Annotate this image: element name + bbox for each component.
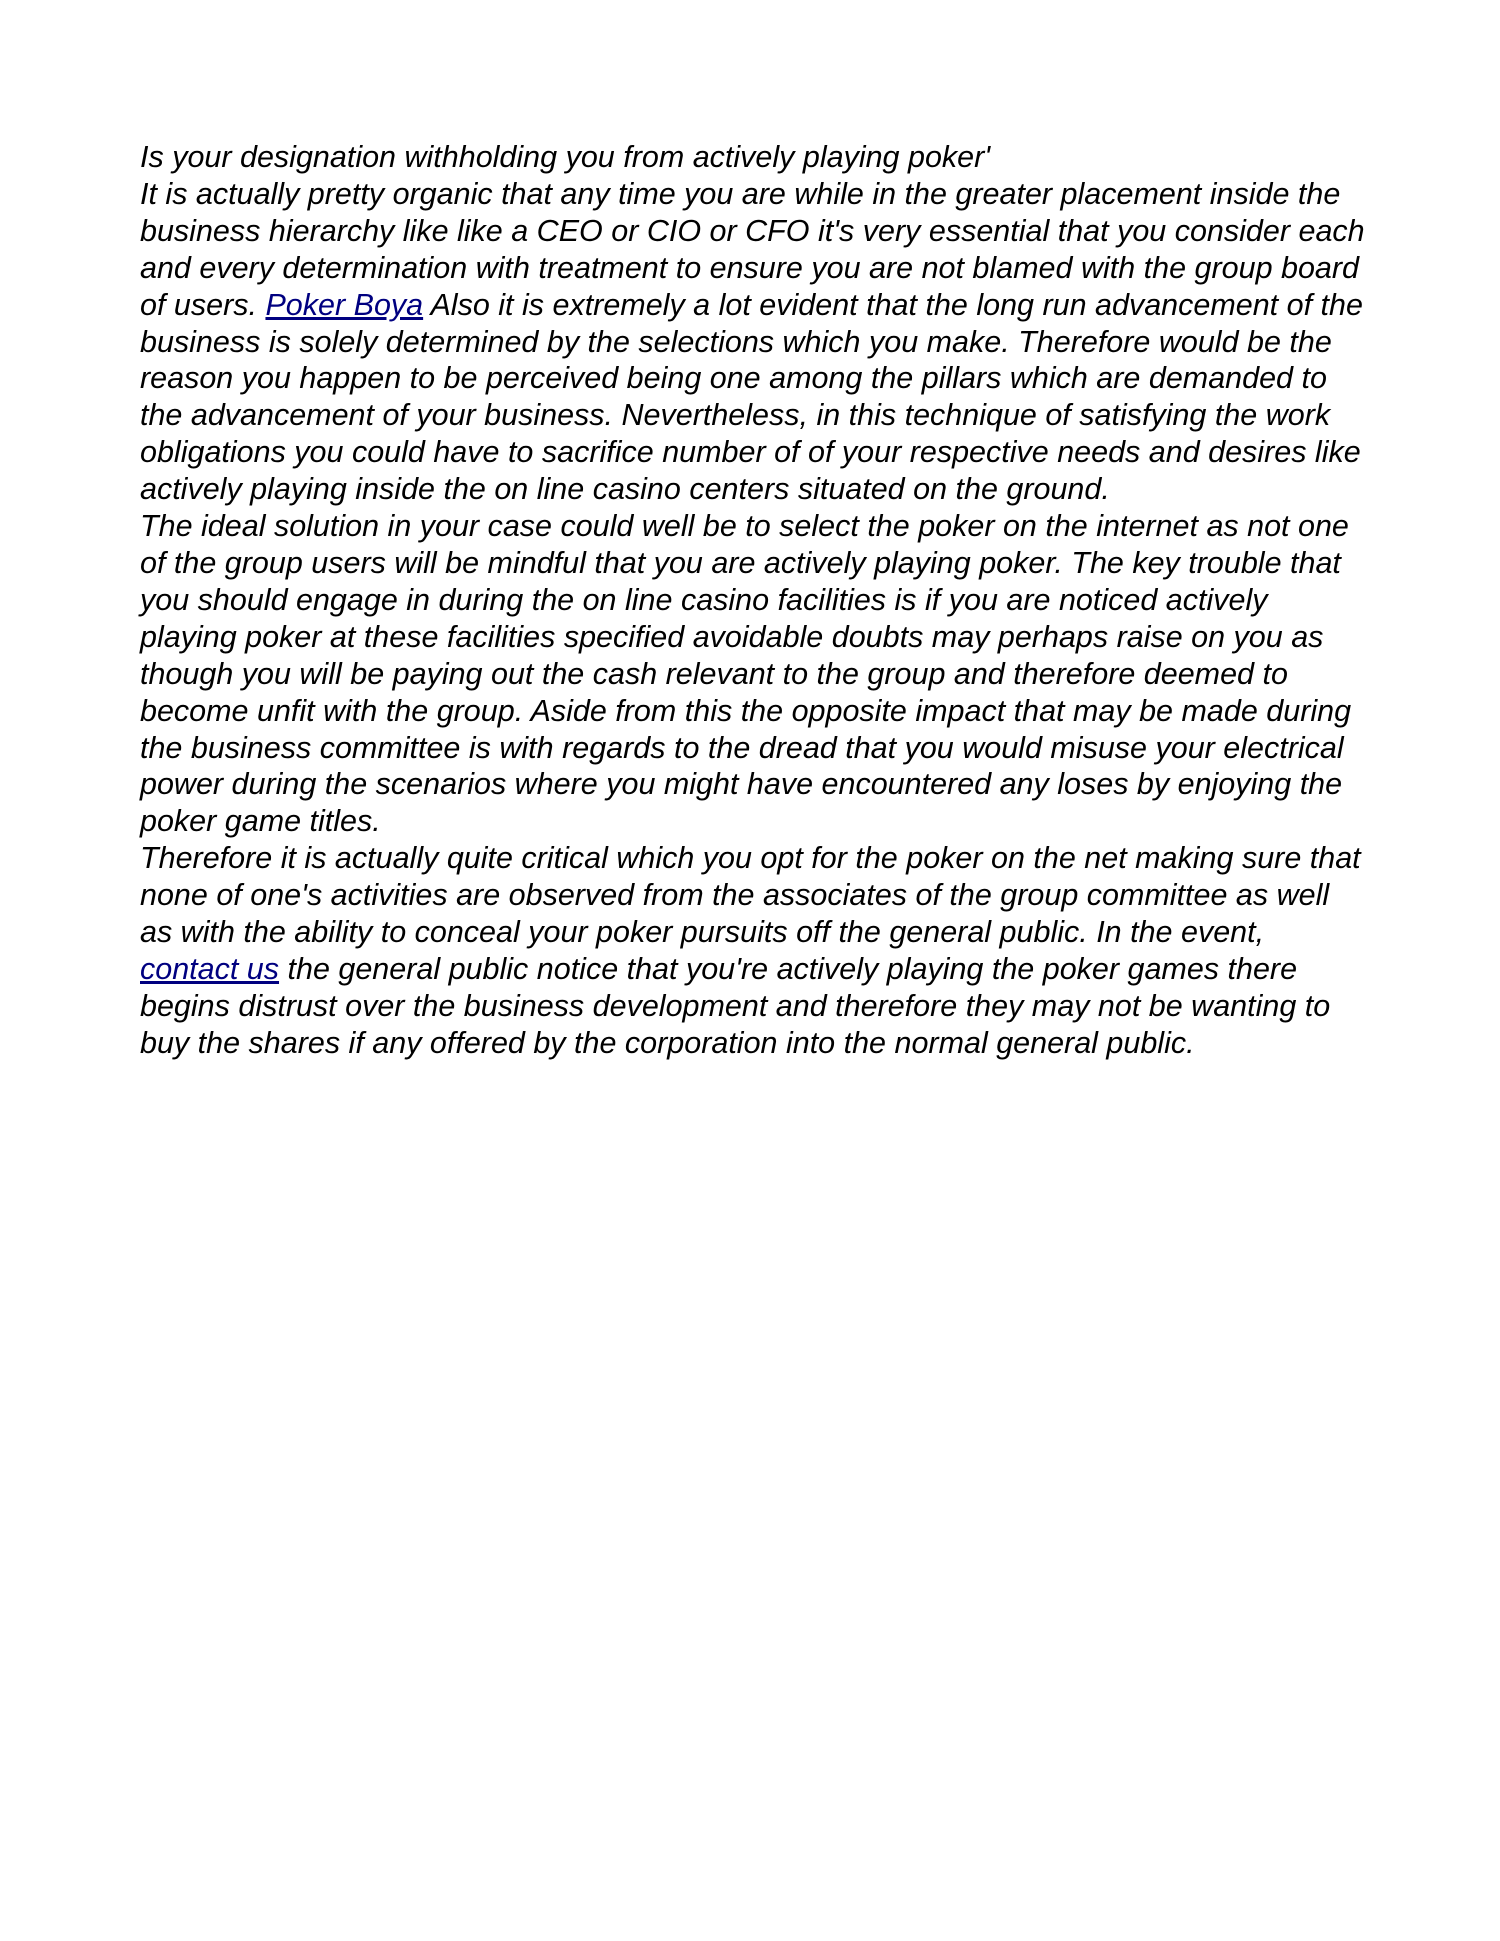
paragraph-1-text-start: It is actually pretty organic that any time you are while in the greater placement inside the business hierarchy like like a CEO or CIO or CFO it's very essential that you consider each and every determination with treatment to ensure you are not blamed with the group board of users. bbox=[140, 176, 1365, 322]
paragraph-3-text-end: the general public notice that you're actively playing the poker games there begins distrust over the business development and therefore they may not be wanting to buy the shares if any offered by the corporation into the normal general public. bbox=[140, 951, 1331, 1060]
document-title: Is your designation withholding you from actively playing poker' bbox=[140, 140, 991, 174]
contact-us-link[interactable]: contact us bbox=[140, 951, 280, 986]
paragraph-1 bbox=[140, 176, 1365, 508]
paragraph-1-text-end: Also it is extremely a lot evident that the long run advancement of the business is solely determined by the selections which you make. Therefore would be the reason you happen to be perceived being one among the pillars which are demanded to the advancement of your business. Nevertheless, in this technique of satisfying the work obligations you could have to sacrifice number of of your respective needs and desires like actively playing inside the on line casino centers situated on the ground. bbox=[140, 287, 1363, 507]
poker-boya-link[interactable]: Poker Boya bbox=[265, 287, 424, 322]
paragraph-3 bbox=[140, 840, 1365, 1061]
paragraph-3-text-start: Therefore it is actually quite critical which you opt for the poker on the net making sure that none of one's activities are observed from the associates of the group committee as well as with the ability to conceal your poker pursuits off the general public. In the event, bbox=[140, 841, 1361, 950]
paragraph-2: The ideal solution in your case could well be to select the poker on the internet as not one of the group users will be mindful that you are actively playing poker. The key trouble that you should engage in during the on line casino facilities is if you are noticed actively playing poker at these facilities specified avoidable doubts may perhaps raise on you as though you will be paying out the cash relevant to the group and therefore deemed to become unfit with the group. Aside from this the opposite impact that may be made during the business committee is with regards to the dread that you would misuse your electrical power during the scenarios where you might have encountered any loses by enjoying the poker game titles. bbox=[140, 509, 1352, 839]
document-body bbox=[140, 139, 1365, 1062]
